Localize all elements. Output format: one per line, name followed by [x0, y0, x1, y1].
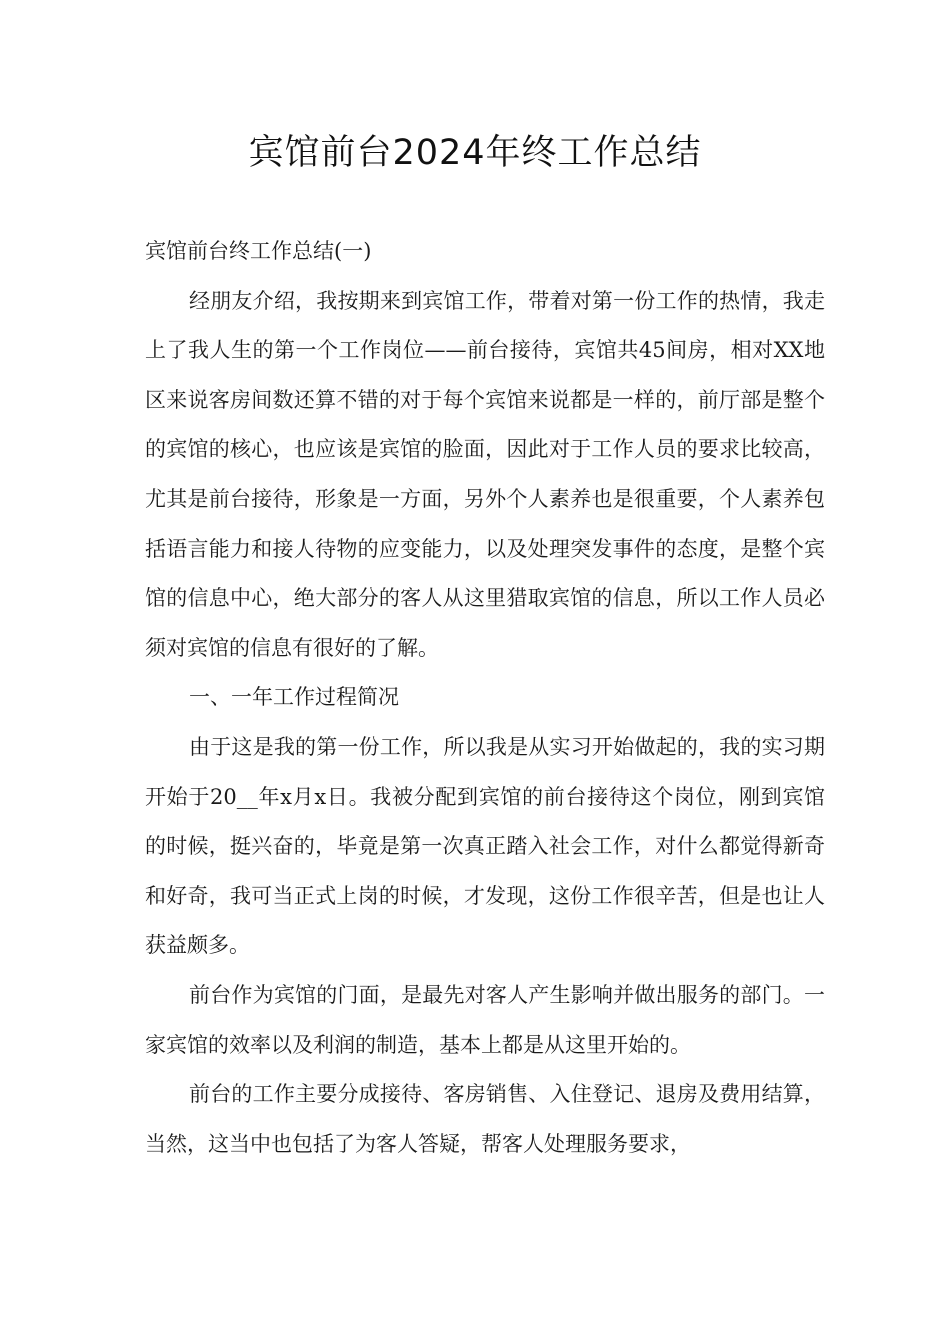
section-heading: 一、一年工作过程简况 — [189, 685, 399, 710]
paragraph: 前台的工作主要分成接待、客房销售、入住登记、退房及费用结算，当然，这当中也包括了为客人答疑，帮客人处理服务要求， — [145, 1082, 825, 1156]
paragraph: 经朋友介绍，我按期来到宾馆工作，带着对第一份工作的热情，我走上了我人生的第一个工作岗位——前台接待，宾馆共45间房，相对XX地区来说客房间数还算不错的对于每个宾馆来说都是一样的，前厅部是整个的宾馆的核心，也应该是宾馆的脸面，因此对于工作人员的要求比较高，尤其是前台接待，形象是一方面，另外个人素养也是很重要，个人素养包括语言能力和接人待物的应变能力，以及处理突发事件的态度，是整个宾馆的信息中心，绝大部分的客人从这里猎取宾馆的信息，所以工作人员必须对宾馆的信息有很好的了解。 — [145, 288, 825, 660]
paragraph: 前台作为宾馆的门面，是最先对客人产生影响并做出服务的部门。一家宾馆的效率以及利润的制造，基本上都是从这里开始的。 — [145, 982, 825, 1057]
document-title: 宾馆前台2024年终工作总结 — [248, 133, 702, 173]
paragraph: 由于这是我的第一份工作，所以我是从实习开始做起的，我的实习期开始于20__年x月x日。我被分配到宾馆的前台接待这个岗位，刚到宾馆的时候，挺兴奋的，毕竟是第一次真正踏入社会工作，对什么都觉得新奇和好奇，我可当正式上岗的时候，才发现，这份工作很辛苦，但是也让人获益颇多。 — [145, 734, 825, 958]
section-subtitle: 宾馆前台终工作总结(一) — [145, 239, 372, 263]
document-body — [145, 227, 825, 1169]
